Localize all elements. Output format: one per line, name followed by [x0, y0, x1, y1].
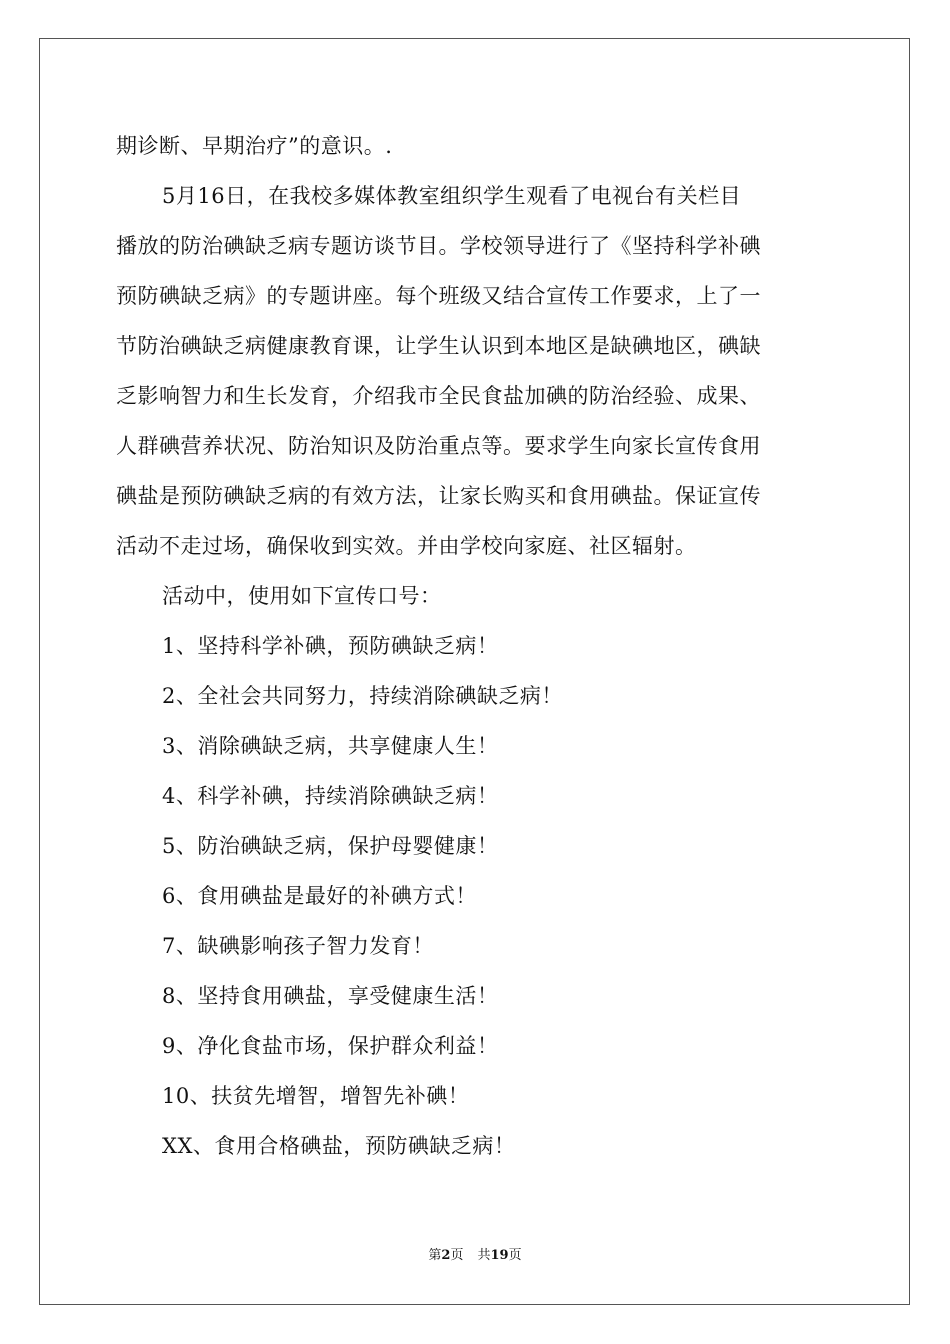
slogan-item: 5、防治碘缺乏病，保护母婴健康！	[162, 834, 499, 858]
paragraph-line: 人群碘营养状况、防治知识及防治重点等。要求学生向家长宣传食用	[116, 434, 761, 458]
paragraph-line: 乏影响智力和生长发育，介绍我市全民食盐加碘的防治经验、成果、	[116, 384, 761, 408]
paragraph-line: 播放的防治碘缺乏病专题访谈节目。学校领导进行了《坚持科学补碘	[116, 234, 761, 258]
slogan-item: 2、全社会共同努力，持续消除碘缺乏病！	[162, 684, 563, 708]
document-body	[116, 126, 836, 1176]
slogan-item: 9、净化食盐市场，保护群众利益！	[162, 1034, 499, 1058]
paragraph-line: 期诊断、早期治疗”的意识。.	[116, 134, 393, 158]
page-total: 共19页	[477, 1248, 522, 1263]
paragraph-line: 活动不走过场，确保收到实效。并由学校向家庭、社区辐射。	[116, 534, 697, 558]
paragraph-line: 节防治碘缺乏病健康教育课，让学生认识到本地区是缺碘地区，碘缺	[116, 334, 761, 358]
page-footer	[0, 1247, 950, 1265]
slogan-intro: 活动中，使用如下宣传口号：	[162, 584, 442, 608]
slogan-item: 4、科学补碘，持续消除碘缺乏病！	[162, 784, 499, 808]
slogan-item: 7、缺碘影响孩子智力发育！	[162, 934, 434, 958]
slogan-item: 1、坚持科学补碘，预防碘缺乏病！	[162, 634, 499, 658]
slogan-item: 8、坚持食用碘盐，享受健康生活！	[162, 984, 499, 1008]
page-number: 第2页	[428, 1248, 464, 1263]
paragraph-line: 碘盐是预防碘缺乏病的有效方法，让家长购买和食用碘盐。保证宣传	[116, 484, 761, 508]
slogan-item: 6、食用碘盐是最好的补碘方式！	[162, 884, 477, 908]
slogan-item: XX、食用合格碘盐，预防碘缺乏病！	[162, 1134, 516, 1158]
slogan-item: 10、扶贫先增智，增智先补碘！	[162, 1084, 470, 1108]
paragraph-line: 5月16日，在我校多媒体教室组织学生观看了电视台有关栏目	[162, 184, 742, 208]
paragraph-line: 预防碘缺乏病》的专题讲座。每个班级又结合宣传工作要求，上了一	[116, 284, 761, 308]
slogan-item: 3、消除碘缺乏病，共享健康人生！	[162, 734, 499, 758]
